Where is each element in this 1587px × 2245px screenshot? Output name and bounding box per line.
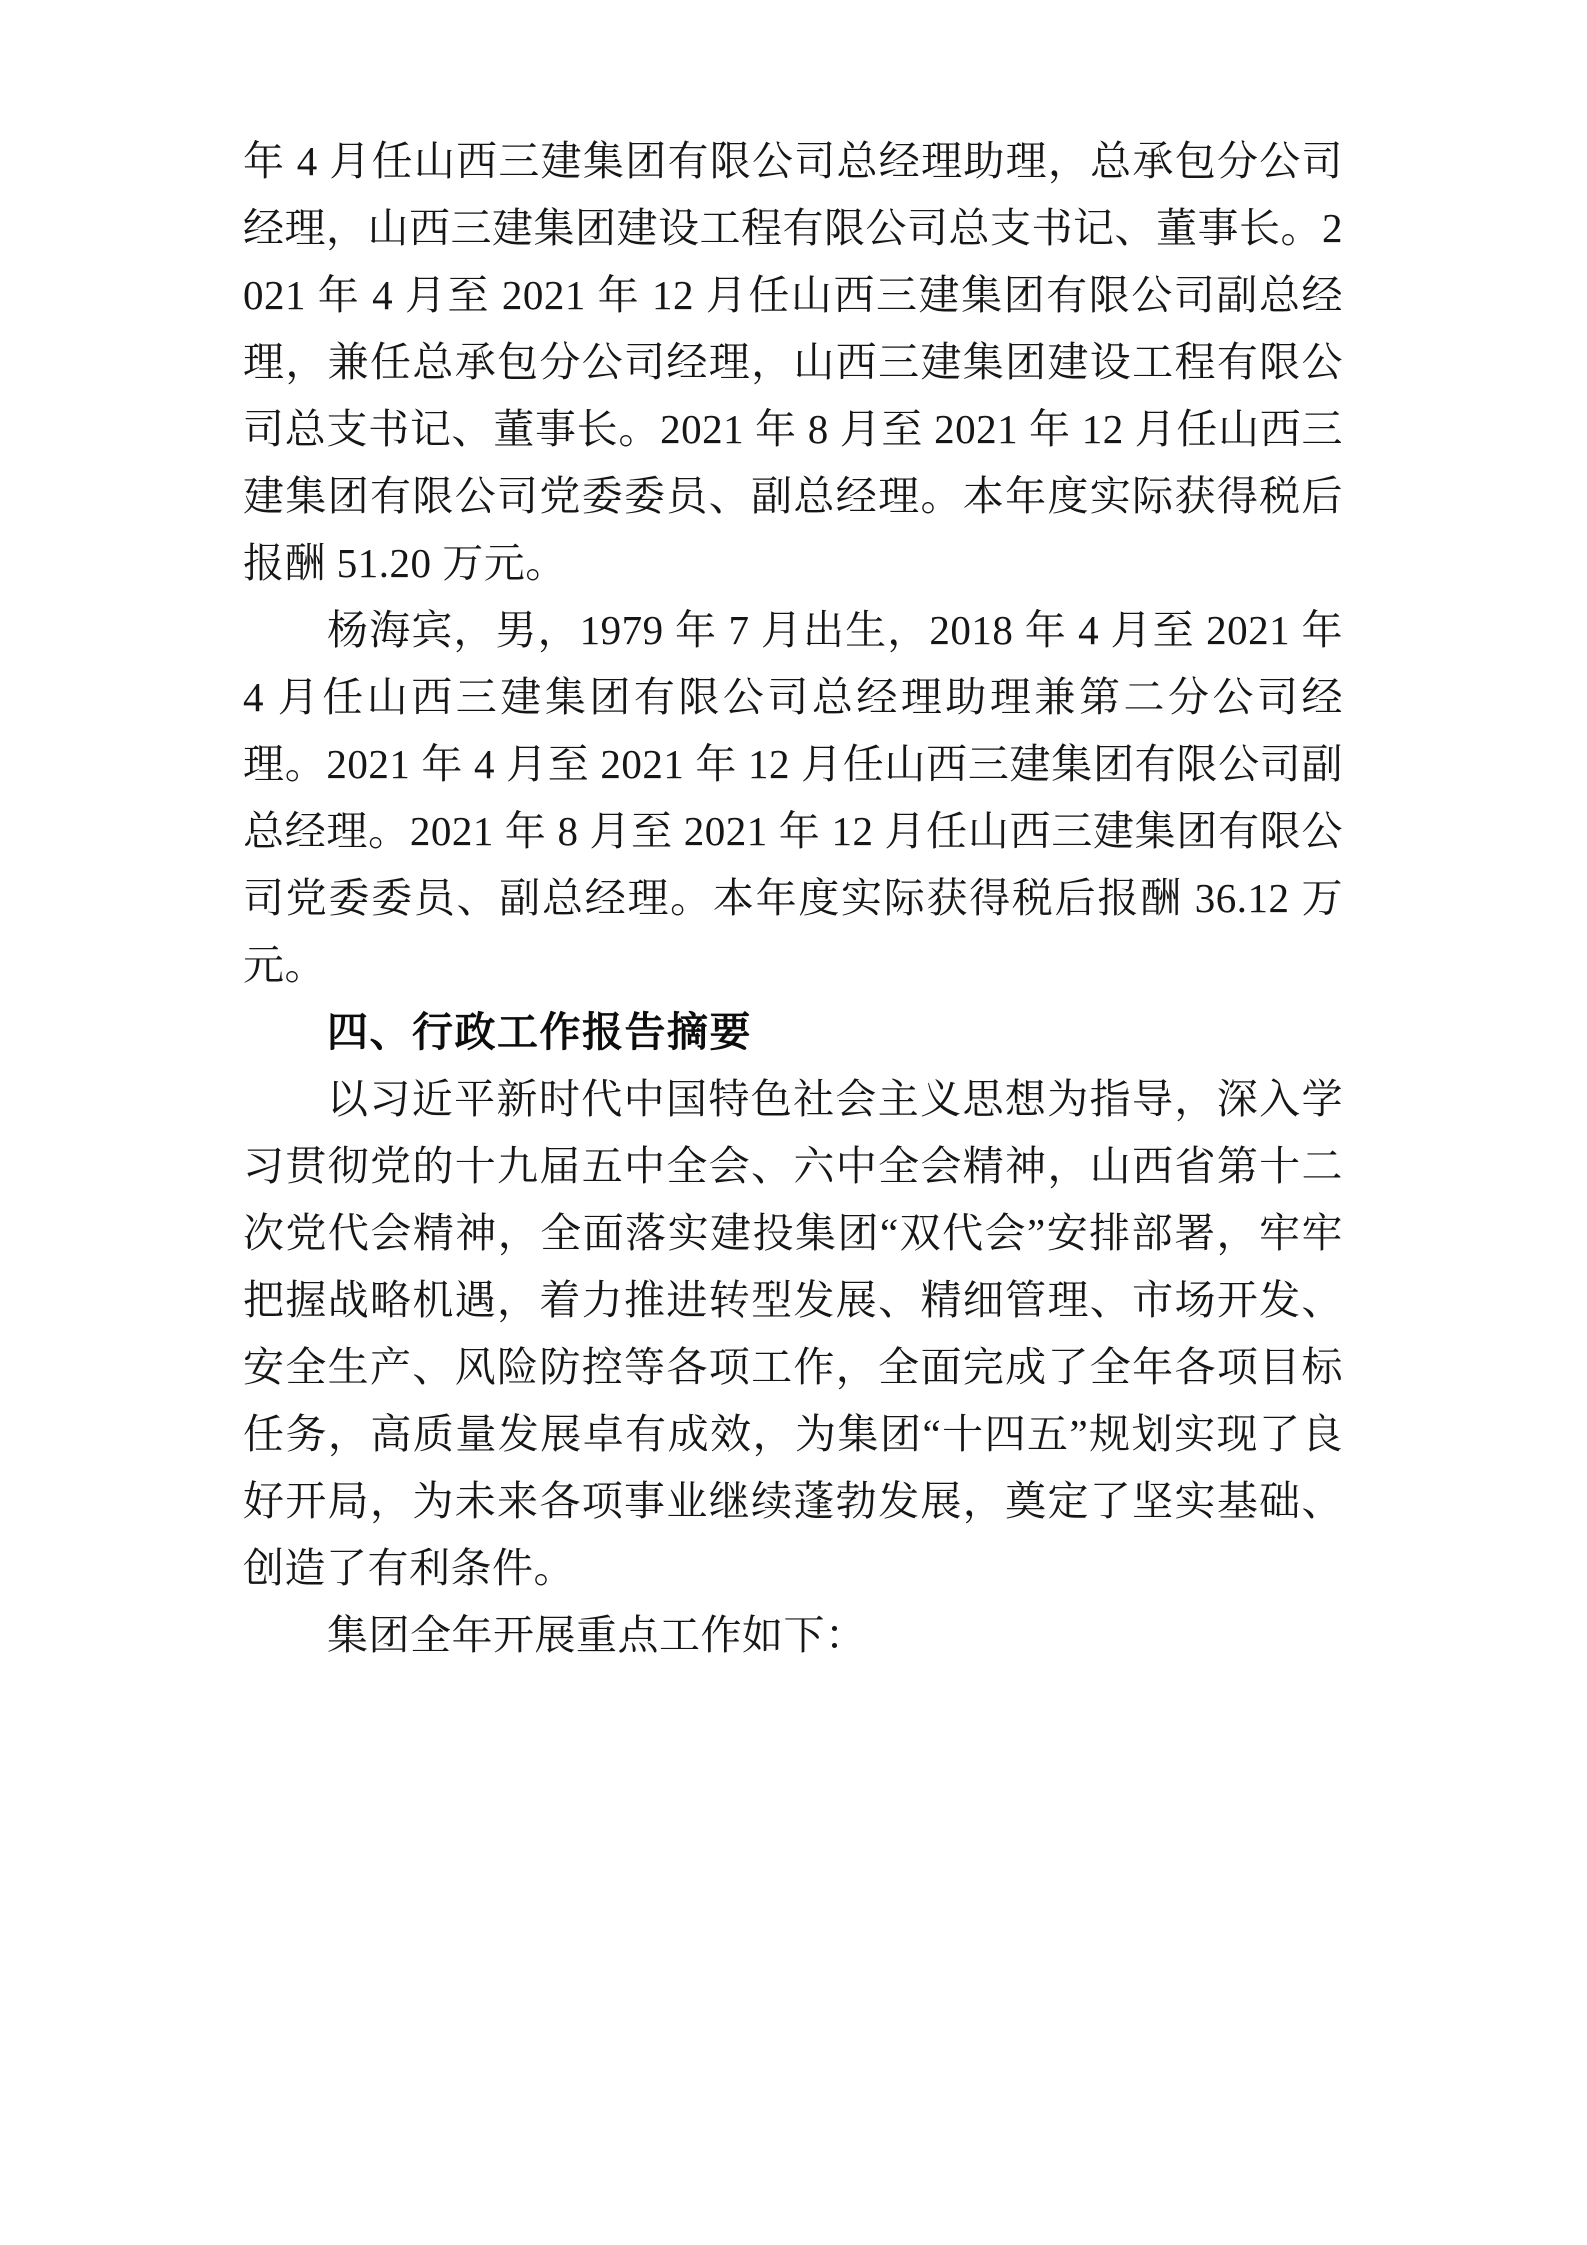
paragraph-key-work-lead-in: 集团全年开展重点工作如下：: [327, 1612, 867, 1658]
paragraph-yang-haibin: 杨海宾，男，1979 年 7 月出生，2018 年 4 月至 2021 年 4 月任山西三建集团有限公司总经理助理兼第二分公司经理。2021 年 4 月至 2021 年 12 月任山西三建集团有限公司副总经理。2021 年 8 月至 2021 年 12 月任山西三建集团有限公司党委委员、副总经理。本年度实际获得税后报酬 36.12 万元。: [243, 607, 1343, 988]
paragraph-admin-work-summary: 以习近平新时代中国特色社会主义思想为指导，深入学习贯彻党的十九届五中全会、六中全会精神，山西省第十二次党代会精神，全面落实建投集团“双代会”安排部署，牢牢把握战略机遇，着力推进转型发展、精细管理、市场开发、安全生产、风险防控等各项工作，全面完成了全年各项目标任务，高质量发展卓有成效，为集团“十四五”规划实现了良好开局，为未来各项事业继续蓬勃发展，奠定了坚实基础、创造了有利条件。: [243, 1076, 1343, 1591]
paragraph-continuation-zhang: 年 4 月任山西三建集团有限公司总经理助理，总承包分公司经理，山西三建集团建设工程有限公司总支书记、董事长。2021 年 4 月至 2021 年 12 月任山西三建集团有限公司副总经理，兼任总承包分公司经理，山西三建集团建设工程有限公司总支书记、董事长。2021 年 8 月至 2021 年 12 月任山西三建集团有限公司党委委员、副总经理。本年度实际获得税后报酬 51.20 万元。: [243, 138, 1343, 586]
text-column: [243, 128, 1343, 1669]
section-heading-four: 四、行政工作报告摘要: [327, 1009, 752, 1055]
